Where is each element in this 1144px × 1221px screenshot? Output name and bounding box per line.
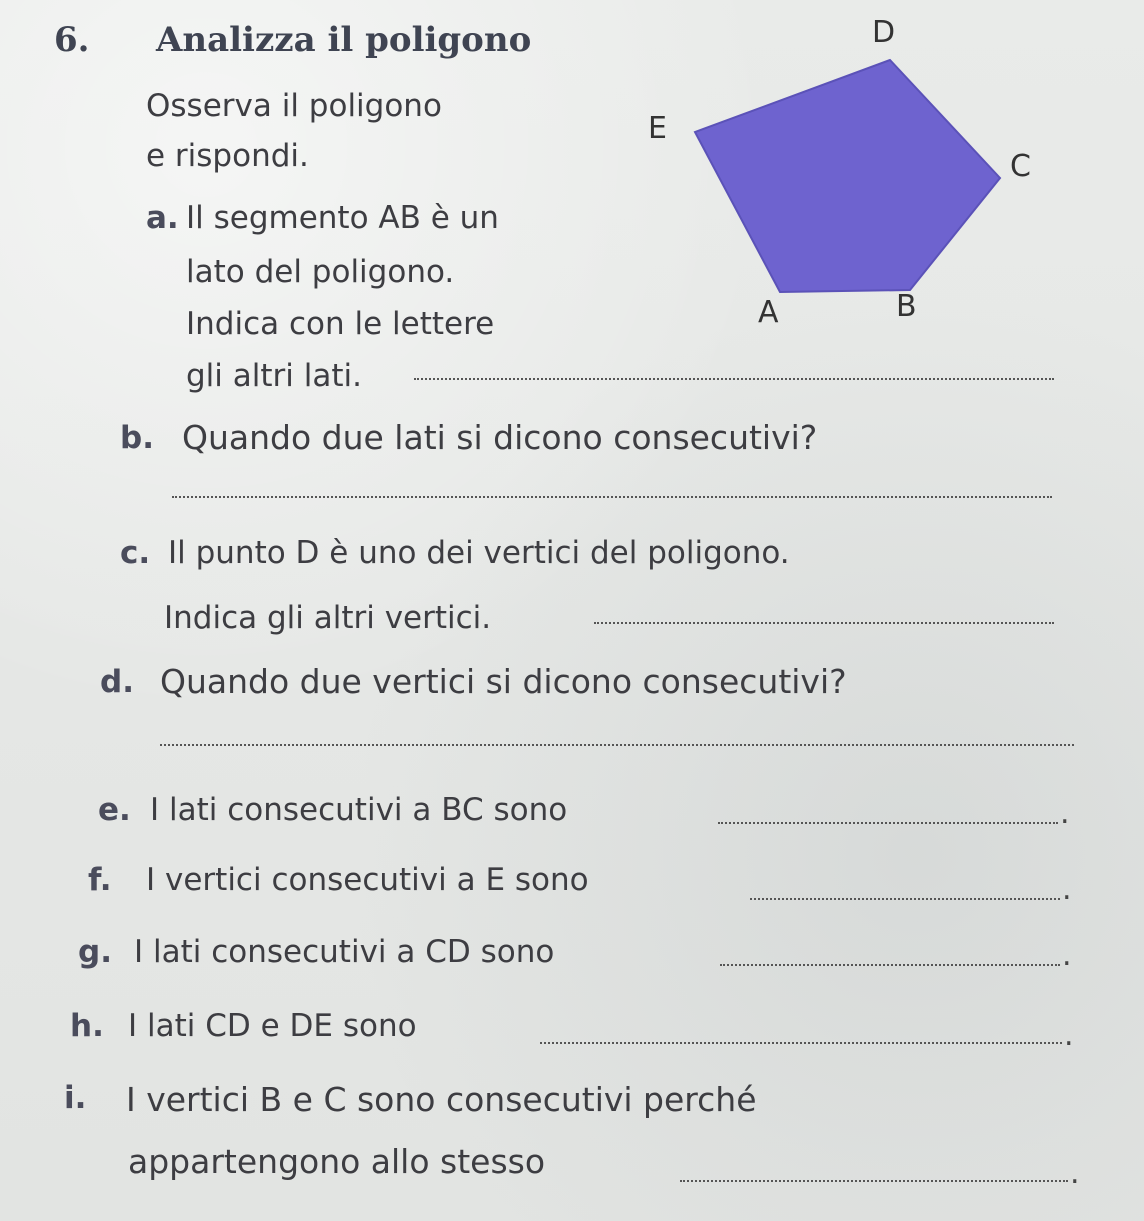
answer-line-d[interactable] (160, 744, 1074, 746)
answer-line-a[interactable] (414, 378, 1054, 380)
answer-line-b[interactable] (172, 496, 1052, 498)
answer-line-e[interactable] (718, 822, 1058, 824)
question-c-marker: c. (120, 535, 151, 571)
vertex-label-e: E (648, 111, 667, 146)
question-h-text: I lati CD e DE sono (128, 1008, 417, 1044)
question-e-marker: e. (98, 792, 131, 828)
question-a-line-2: lato del poligono. (186, 254, 455, 290)
question-a-line-4: gli altri lati. (186, 358, 362, 394)
answer-line-g[interactable] (720, 964, 1060, 966)
vertex-label-d: D (872, 15, 896, 50)
answer-line-c[interactable] (594, 622, 1054, 624)
question-g-marker: g. (78, 934, 112, 970)
intro-line-2: e rispondi. (146, 138, 309, 174)
question-b-text: Quando due lati si dicono consecutivi? (182, 418, 818, 457)
question-a-line-3: Indica con le lettere (186, 306, 495, 342)
question-d-marker: d. (100, 664, 134, 700)
question-i-line-1: I vertici B e C sono consecutivi perché (126, 1080, 757, 1119)
exercise-title: Analizza il poligono (156, 20, 532, 60)
exercise-number: 6. (54, 20, 90, 60)
question-f-marker: f. (88, 862, 112, 898)
question-h-marker: h. (70, 1008, 104, 1044)
question-i-line-2: appartengono allo stesso (128, 1142, 546, 1181)
question-i-marker: i. (64, 1080, 87, 1116)
question-c-line-1: Il punto D è uno dei vertici del poligono. (168, 535, 790, 571)
vertex-label-b: B (896, 289, 917, 324)
question-a-marker: a. (146, 200, 179, 236)
question-g-text: I lati consecutivi a CD sono (134, 934, 555, 970)
vertex-label-c: C (1010, 149, 1031, 184)
answer-line-f[interactable] (750, 898, 1060, 900)
question-d-text: Quando due vertici si dicono consecutivi? (160, 662, 847, 701)
pentagon-shape (695, 60, 1000, 292)
question-a-line-1: Il segmento AB è un (186, 200, 499, 236)
question-h-end: . (1064, 1018, 1074, 1053)
question-i-end: . (1070, 1156, 1080, 1191)
intro-line-1: Osserva il poligono (146, 88, 442, 124)
question-b-marker: b. (120, 420, 154, 456)
vertex-label-a: A (758, 295, 779, 330)
question-c-line-2: Indica gli altri vertici. (164, 600, 492, 636)
answer-line-h[interactable] (540, 1042, 1062, 1044)
question-f-end: . (1062, 872, 1072, 907)
pentagon-figure (610, 10, 1090, 350)
answer-line-i[interactable] (680, 1180, 1068, 1182)
question-g-end: . (1062, 938, 1072, 973)
question-f-text: I vertici consecutivi a E sono (146, 862, 589, 898)
question-e-text: I lati consecutivi a BC sono (150, 792, 568, 828)
question-e-end: . (1060, 796, 1070, 831)
